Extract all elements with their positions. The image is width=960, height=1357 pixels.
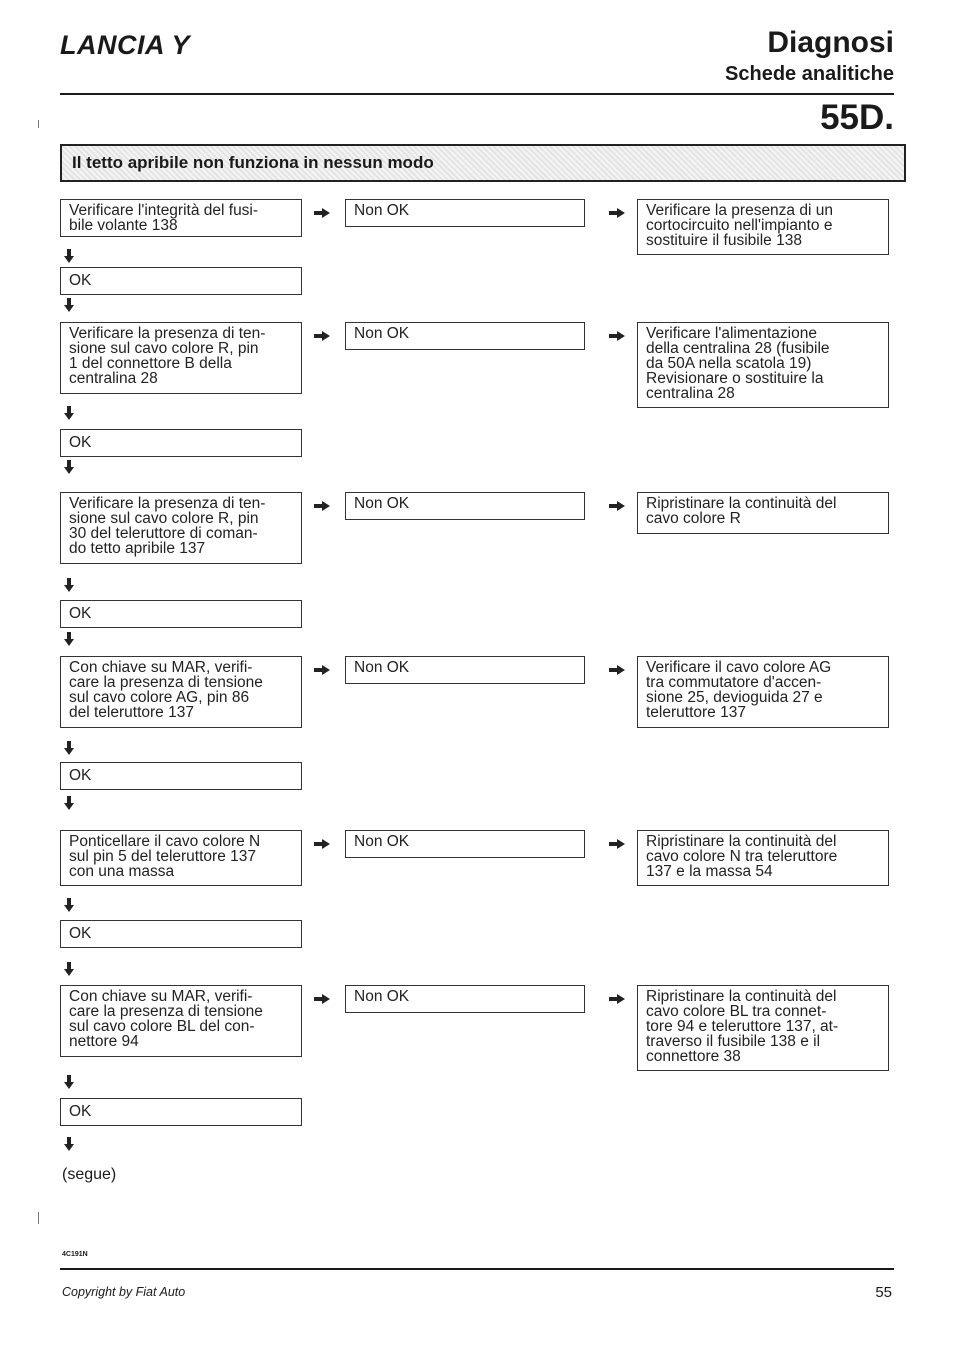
right-arrow-icon	[314, 665, 330, 675]
right-arrow-icon	[609, 208, 625, 218]
action-box-3: Ripristinare la continuità del cavo colore R	[637, 492, 889, 534]
fail-box-6: Non OK	[345, 985, 585, 1013]
fail-box-5: Non OK	[345, 830, 585, 858]
page-title: Diagnosi	[767, 26, 894, 59]
margin-mark	[38, 1212, 39, 1224]
footer-rule	[60, 1268, 894, 1270]
down-arrow-icon	[64, 632, 74, 646]
down-arrow-icon	[64, 298, 74, 312]
page-number: 55	[875, 1284, 892, 1301]
margin-mark	[38, 120, 39, 128]
down-arrow-icon	[64, 460, 74, 474]
ok-box-3: OK	[60, 600, 302, 628]
fail-box-4: Non OK	[345, 656, 585, 684]
down-arrow-icon	[64, 249, 74, 263]
right-arrow-icon	[314, 501, 330, 511]
fault-banner: Il tetto apribile non funziona in nessun modo	[60, 144, 906, 182]
check-box-2: Verificare la presenza di ten- sione sul cavo colore R, pin 1 del connettore B della centralina 28	[60, 322, 302, 394]
right-arrow-icon	[314, 331, 330, 341]
check-box-5: Ponticellare il cavo colore N sul pin 5 del teleruttore 137 con una massa	[60, 830, 302, 886]
right-arrow-icon	[609, 994, 625, 1004]
fail-box-1: Non OK	[345, 199, 585, 227]
check-box-1: Verificare l'integrità del fusi- bile volante 138	[60, 199, 302, 237]
ok-box-2: OK	[60, 429, 302, 457]
right-arrow-icon	[314, 994, 330, 1004]
action-box-5: Ripristinare la continuità del cavo colore N tra teleruttore 137 e la massa 54	[637, 830, 889, 886]
ok-box-1: OK	[60, 267, 302, 295]
right-arrow-icon	[314, 208, 330, 218]
down-arrow-icon	[64, 962, 74, 976]
brand-name: LANCIA Y	[60, 30, 191, 60]
right-arrow-icon	[609, 665, 625, 675]
fail-box-3: Non OK	[345, 492, 585, 520]
action-box-6: Ripristinare la continuità del cavo colore BL tra connet- tore 94 e teleruttore 137, at- traverso il fusibile 138 e il connettore 38	[637, 985, 889, 1071]
down-arrow-icon	[64, 898, 74, 912]
section-code: 55D.	[820, 98, 894, 137]
right-arrow-icon	[609, 331, 625, 341]
down-arrow-icon	[64, 1075, 74, 1089]
down-arrow-icon	[64, 796, 74, 810]
header-rule	[60, 93, 894, 95]
ok-box-4: OK	[60, 762, 302, 790]
down-arrow-icon	[64, 1137, 74, 1151]
page-subtitle: Schede analitiche	[725, 63, 894, 85]
check-box-6: Con chiave su MAR, verifi- care la presenza di tensione sul cavo colore BL del con- nettore 94	[60, 985, 302, 1057]
right-arrow-icon	[609, 501, 625, 511]
down-arrow-icon	[64, 741, 74, 755]
document-code: 4C191N	[62, 1251, 88, 1258]
check-box-4: Con chiave su MAR, verifi- care la presenza di tensione sul cavo colore AG, pin 86 del teleruttore 137	[60, 656, 302, 728]
check-box-3: Verificare la presenza di ten- sione sul cavo colore R, pin 30 del teleruttore di coman- do tetto apribile 137	[60, 492, 302, 564]
continued-note: (segue)	[62, 1166, 117, 1183]
action-box-1: Verificare la presenza di un cortocircuito nell'impianto e sostituire il fusibile 138	[637, 199, 889, 255]
copyright-note: Copyright by Fiat Auto	[62, 1285, 186, 1299]
fail-box-2: Non OK	[345, 322, 585, 350]
down-arrow-icon	[64, 578, 74, 592]
ok-box-5: OK	[60, 920, 302, 948]
action-box-4: Verificare il cavo colore AG tra commutatore d'accen- sione 25, devioguida 27 e teleruttore 137	[637, 656, 889, 728]
action-box-2: Verificare l'alimentazione della centralina 28 (fusibile da 50A nella scatola 19) Revisionare o sostituire la centralina 28	[637, 322, 889, 408]
down-arrow-icon	[64, 406, 74, 420]
right-arrow-icon	[314, 839, 330, 849]
right-arrow-icon	[609, 839, 625, 849]
ok-box-6: OK	[60, 1098, 302, 1126]
